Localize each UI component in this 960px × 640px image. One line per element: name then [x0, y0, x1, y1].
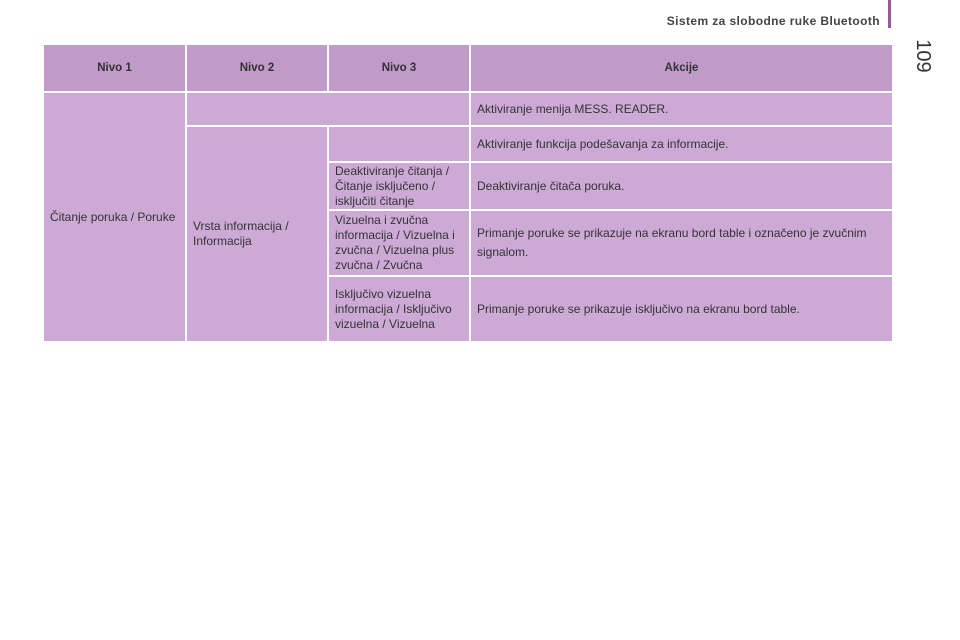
- level2-cell: Vrsta informacija / Informacija: [186, 126, 328, 342]
- action-cell: Deaktiviranje čitača poruka.: [470, 162, 892, 210]
- table-row: [44, 92, 892, 126]
- empty-cell: [186, 92, 470, 126]
- level3-cell: Vizuelna i zvučna informacija / Vizuelna i zvučna / Vizuelna plus zvučna / Zvučna: [328, 210, 470, 276]
- column-header-level3: Nivo 3: [328, 45, 470, 92]
- column-header-level1: Nivo 1: [44, 45, 186, 92]
- table-header-row: [44, 45, 892, 92]
- page-number: 109: [912, 39, 934, 73]
- menu-table: [44, 45, 892, 343]
- header-accent-bar: [888, 0, 891, 28]
- level3-cell: Isključivo vizuelna informacija / Isključivo vizuelna / Vizuelna: [328, 276, 470, 342]
- action-cell: Primanje poruke se prikazuje isključivo na ekranu bord table.: [470, 276, 892, 342]
- level3-cell: Deaktiviranje čitanja / Čitanje isključeno / isključiti čitanje: [328, 162, 470, 210]
- section-title: Sistem za slobodne ruke Bluetooth: [666, 14, 880, 28]
- level1-cell: Čitanje poruka / Poruke: [44, 92, 186, 342]
- column-header-actions: Akcije: [470, 45, 892, 92]
- action-cell: Primanje poruke se prikazuje na ekranu bord table i označeno je zvučnim signalom.: [470, 210, 892, 276]
- column-header-level2: Nivo 2: [186, 45, 328, 92]
- empty-cell: [328, 126, 470, 162]
- action-cell: Aktiviranje funkcija podešavanja za informacije.: [470, 126, 892, 162]
- action-cell: Aktiviranje menija MESS. READER.: [470, 92, 892, 126]
